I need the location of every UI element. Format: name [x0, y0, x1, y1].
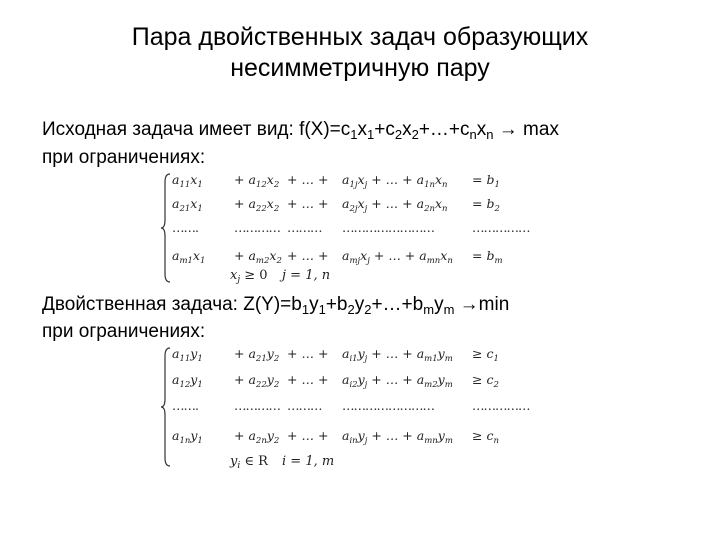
constraint-term: = $b_2$ [472, 196, 500, 214]
constraint-term: + $a_{12}x_2$ [234, 172, 280, 190]
slide-title-line-2: несимметричную пару [230, 54, 490, 82]
constraint-term: $a_{i2}y_j$ + … + $a_{m2}y_m$ [342, 372, 453, 390]
dual-objective-part: y [434, 294, 444, 315]
constraint-row [172, 220, 542, 240]
dual-constraints-label: при ограничениях: [42, 321, 206, 342]
primal-objective-part: x [402, 119, 412, 140]
primal-objective-prefix: Исходная задача имеет вид: f(X)=c [42, 119, 351, 140]
constraint-term: + … + [287, 346, 329, 361]
constraint-term: ≥ $c_1$ [472, 346, 499, 364]
primal-sub: 1 [350, 127, 358, 142]
dual-objective-prefix: Двойственная задача: Z(Y)=b [42, 294, 302, 315]
dual-sub: m [423, 302, 435, 317]
dual-sub: 1 [301, 302, 310, 317]
constraint-row [172, 346, 542, 366]
constraint-term: …………………… [342, 220, 434, 235]
constraint-term: $a_{in}y_j$ + … + $a_{mn}y_m$ [342, 428, 453, 446]
primal-sub: 1 [367, 127, 375, 142]
primal-sub: n [486, 127, 494, 142]
constraint-term: …………… [472, 220, 530, 235]
constraint-term: ……… [287, 220, 322, 235]
constraint-row [172, 196, 542, 216]
primal-objective-part: x [476, 119, 487, 140]
constraint-term: …………………… [342, 398, 434, 413]
constraint-row [172, 398, 542, 418]
dual-sub: m [443, 302, 455, 317]
constraint-term: $a_{11}x_1$ [172, 172, 203, 190]
constraint-term: + … + [287, 248, 329, 263]
constraint-term: $a_{m1}x_1$ [172, 248, 206, 266]
constraint-term: ≥ $c_2$ [472, 372, 499, 390]
primal-objective-part: +c [374, 119, 395, 140]
left-brace-icon [160, 346, 172, 468]
constraint-term: ≥ $c_n$ [472, 428, 499, 446]
dual-sub: 2 [347, 302, 355, 317]
constraint-row [172, 248, 542, 268]
variable-condition: $y_i$ ∈ R [230, 454, 268, 471]
constraint-term: $a_{11}y_1$ [172, 346, 203, 364]
variable-condition: $x_j \ge 0$ [230, 268, 268, 285]
left-brace-icon [160, 172, 172, 284]
constraint-term: ……. [172, 398, 198, 413]
constraint-term: = $b_1$ [472, 172, 500, 190]
primal-objective-part: +…+c [418, 119, 470, 140]
constraint-term: $a_{21}x_1$ [172, 196, 203, 214]
constraint-term: $a_{mj}x_j$ + … + $a_{mn}x_n$ [342, 248, 453, 266]
index-range: i = 1, m [282, 454, 335, 469]
primal-sub: n [469, 127, 477, 142]
constraint-term: ……. [172, 220, 198, 235]
constraint-term: $a_{12}y_1$ [172, 372, 203, 390]
dual-objective-part: +b [325, 294, 348, 315]
constraint-term: + $a_{22}x_2$ [234, 196, 280, 214]
dual-sub: 1 [318, 302, 326, 317]
primal-objective-suffix: → max [493, 119, 559, 140]
constraint-term: $a_{2j}x_j$ + … + $a_{2n}x_n$ [342, 196, 448, 214]
slide-title-line-1: Пара двойственных задач образующих [131, 23, 589, 51]
constraint-term: + … + [287, 196, 329, 211]
constraint-term: $a_{1j}x_j$ + … + $a_{1n}x_n$ [342, 172, 448, 190]
constraint-term: ………… [234, 398, 280, 413]
dual-objective-suffix: →min [454, 294, 510, 315]
index-range: j = 1, n [282, 268, 331, 283]
dual-objective-part: +…+b [371, 294, 424, 315]
constraint-term: + $a_{22}y_2$ [234, 372, 280, 390]
constraint-term: $a_{1n}y_1$ [172, 428, 203, 446]
constraint-row [172, 428, 542, 448]
slide-title [0, 22, 720, 84]
dual-objective-part: y [309, 294, 319, 315]
constraint-term: ……… [287, 398, 322, 413]
primal-objective [42, 118, 559, 142]
constraint-term: $a_{i1}y_j$ + … + $a_{m1}y_m$ [342, 346, 453, 364]
primal-constraints-label: при ограничениях: [42, 147, 206, 168]
constraint-term: ………… [234, 220, 280, 235]
constraint-row [172, 172, 542, 192]
primal-sub: 2 [411, 127, 419, 142]
dual-constraint-system [160, 346, 540, 476]
constraint-term: …………… [472, 398, 530, 413]
dual-sub: 2 [364, 302, 372, 317]
constraint-row [172, 372, 542, 392]
constraint-term: + $a_{2n}y_2$ [234, 428, 280, 446]
constraint-term: + … + [287, 172, 329, 187]
dual-objective-part: y [354, 294, 365, 315]
primal-sub: 2 [394, 127, 403, 142]
constraint-term: + … + [287, 372, 329, 387]
constraint-term: + $a_{m2}x_2$ [234, 248, 282, 266]
primal-constraint-system [160, 172, 540, 290]
constraint-term: + $a_{21}y_2$ [234, 346, 280, 364]
constraint-term: = $b_m$ [472, 248, 503, 266]
constraint-term: + … + [287, 428, 329, 443]
primal-objective-part: x [357, 119, 368, 140]
dual-objective [42, 293, 509, 317]
